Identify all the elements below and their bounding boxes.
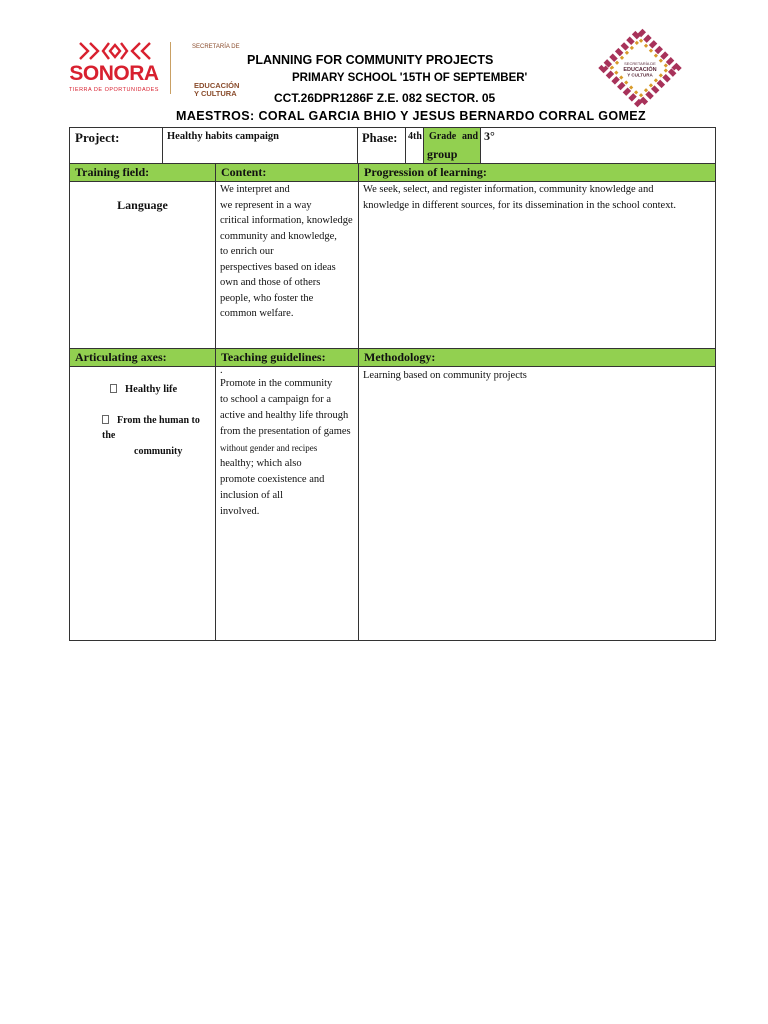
content-header: Content: <box>216 164 358 181</box>
project-value: Healthy habits campaign <box>167 131 280 142</box>
guidelines-header: Teaching guidelines: <box>216 349 358 366</box>
project-label: Project: <box>75 130 120 145</box>
methodology-value: Learning based on community projects <box>363 370 527 381</box>
guidelines-line: Promote in the community <box>220 378 333 389</box>
content-line: We interpret and <box>220 184 290 195</box>
content-line: we represent in a way <box>220 199 312 211</box>
axes-header: Articulating axes: <box>70 349 215 366</box>
school-code: CCT.26DPR1286F Z.E. 082 SECTOR. 05 <box>274 91 496 105</box>
sec-logo-divider <box>170 42 171 94</box>
axis-item-healthy-life <box>70 382 215 398</box>
sec-logo-text: SECRETARÍA DE <box>192 44 240 50</box>
svg-text:Y CULTURA: Y CULTURA <box>627 72 653 78</box>
sonora-ornament-icon <box>76 40 154 62</box>
guidelines-text <box>220 366 357 520</box>
guidelines-dot: . <box>220 365 223 376</box>
progression-header: Progression of learning: <box>359 164 715 181</box>
content-line: to enrich our <box>220 246 274 257</box>
content-line: people, who foster the <box>220 292 314 304</box>
axis-label: From the human to the <box>102 414 200 441</box>
progression-text <box>363 182 713 213</box>
sonora-logo-tagline: TIERRA DE OPORTUNIDADES <box>69 87 159 93</box>
guidelines-line: from the presentation of games <box>220 426 351 437</box>
document-title: PLANNING FOR COMMUNITY PROJECTS <box>247 53 494 67</box>
guidelines-line: healthy; which also <box>220 458 302 469</box>
content-line: perspectives based on ideas <box>220 261 336 273</box>
content-line: community and knowledge, <box>220 230 337 242</box>
training-field-header: Training field: <box>70 164 215 181</box>
sec-logo-name: EDUCACIÓN Y CULTURA <box>194 81 240 98</box>
teachers-line: MAESTROS: CORAL GARCIA BHIO Y JESUS BERNARDO CORRAL GOMEZ <box>176 109 647 123</box>
progression-line: We seek, select, and register information, community knowledge and <box>363 184 654 195</box>
grade-label: Grade <box>429 131 457 142</box>
guidelines-line: without gender and recipes <box>220 443 318 453</box>
content-text <box>220 182 356 322</box>
bullet-icon <box>110 384 117 393</box>
diamond-pattern-icon <box>596 24 684 112</box>
planning-table <box>69 127 716 641</box>
guidelines-line: involved. <box>220 506 260 517</box>
bullet-icon <box>102 415 109 424</box>
guidelines-line: promote coexistence and <box>220 474 325 485</box>
axis-label-cont: community <box>134 445 183 457</box>
svg-text:EDUCACIÓN: EDUCACIÓN <box>623 67 657 73</box>
sec-diamond-logo <box>596 24 684 112</box>
content-line: critical information, knowledge <box>220 215 353 226</box>
guidelines-line: active and healthy life through <box>220 410 349 421</box>
content-line: common welfare. <box>220 308 294 319</box>
guidelines-line: to school a campaign for a <box>220 394 332 405</box>
content-line: own and those of others <box>220 277 321 288</box>
training-field-value: Language <box>117 198 168 212</box>
school-name: PRIMARY SCHOOL '15TH OF SEPTEMBER' <box>292 72 528 84</box>
progression-line: knowledge in different sources, for its dissemination in the school context. <box>363 199 676 211</box>
sonora-logo-word: SONORA <box>69 62 159 85</box>
axes-list <box>70 382 215 459</box>
grade-group-label <box>424 128 480 163</box>
grade-and-label: and <box>462 131 479 142</box>
methodology-header: Methodology: <box>359 349 715 366</box>
guidelines-line: inclusion of all <box>220 490 283 501</box>
group-label: group <box>427 147 458 161</box>
phase-value: 4th <box>408 131 422 142</box>
svg-text:SECRETARÍA DE: SECRETARÍA DE <box>624 61 656 66</box>
axis-item-community <box>70 413 215 444</box>
axis-label: Healthy life <box>125 384 178 395</box>
phase-label: Phase: <box>362 131 398 145</box>
grade-value: 3° <box>484 129 495 143</box>
sonora-logo <box>66 40 162 100</box>
sec-logo <box>170 40 240 102</box>
